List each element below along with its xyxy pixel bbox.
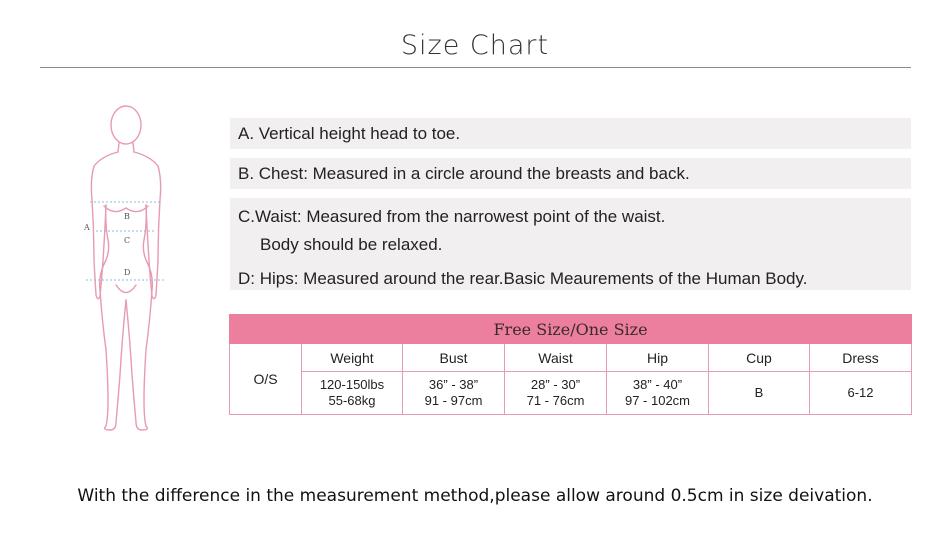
column-header-cup: Cup: [709, 344, 810, 372]
measurement-b: B. Chest: Measured in a circle around the breasts and back.: [230, 158, 911, 189]
measurement-c-note: Body should be relaxed.: [260, 235, 443, 254]
title-divider: [40, 67, 911, 68]
cell-weight: 120-150lbs 55-68kg: [302, 372, 403, 415]
measurement-a: A. Vertical height head to toe.: [230, 118, 911, 149]
body-measurement-figure: [72, 100, 192, 440]
table-header: Free Size/One Size: [230, 315, 912, 344]
cell-waist: 28” - 30” 71 - 76cm: [505, 372, 607, 415]
column-header-waist: Waist: [505, 344, 607, 372]
page-title: Size Chart: [400, 30, 550, 61]
figure-label-b: B: [124, 212, 130, 221]
cell-cup: B: [709, 372, 810, 415]
column-header-weight: Weight: [302, 344, 403, 372]
measurement-d: D: Hips: Measured around the rear.Basic Meaurements of the Human Body.: [238, 269, 808, 288]
column-header-dress: Dress: [810, 344, 912, 372]
cell-hip: 38” - 40” 97 - 102cm: [607, 372, 709, 415]
footer-note: With the difference in the measurement method,please allow around 0.5cm in size deivation.: [77, 486, 873, 506]
cell-bust: 36” - 38” 91 - 97cm: [403, 372, 505, 415]
measurement-c-d-panel: [230, 198, 911, 290]
row-label: O/S: [230, 344, 302, 415]
column-header-hip: Hip: [607, 344, 709, 372]
size-table: [229, 314, 912, 415]
figure-label-c: C: [124, 236, 131, 245]
figure-label-a: A: [84, 223, 90, 232]
measurement-c: C.Waist: Measured from the narrowest point of the waist.: [238, 207, 666, 226]
cell-dress: 6-12: [810, 372, 912, 415]
column-header-bust: Bust: [403, 344, 505, 372]
figure-label-d: D: [124, 268, 131, 277]
